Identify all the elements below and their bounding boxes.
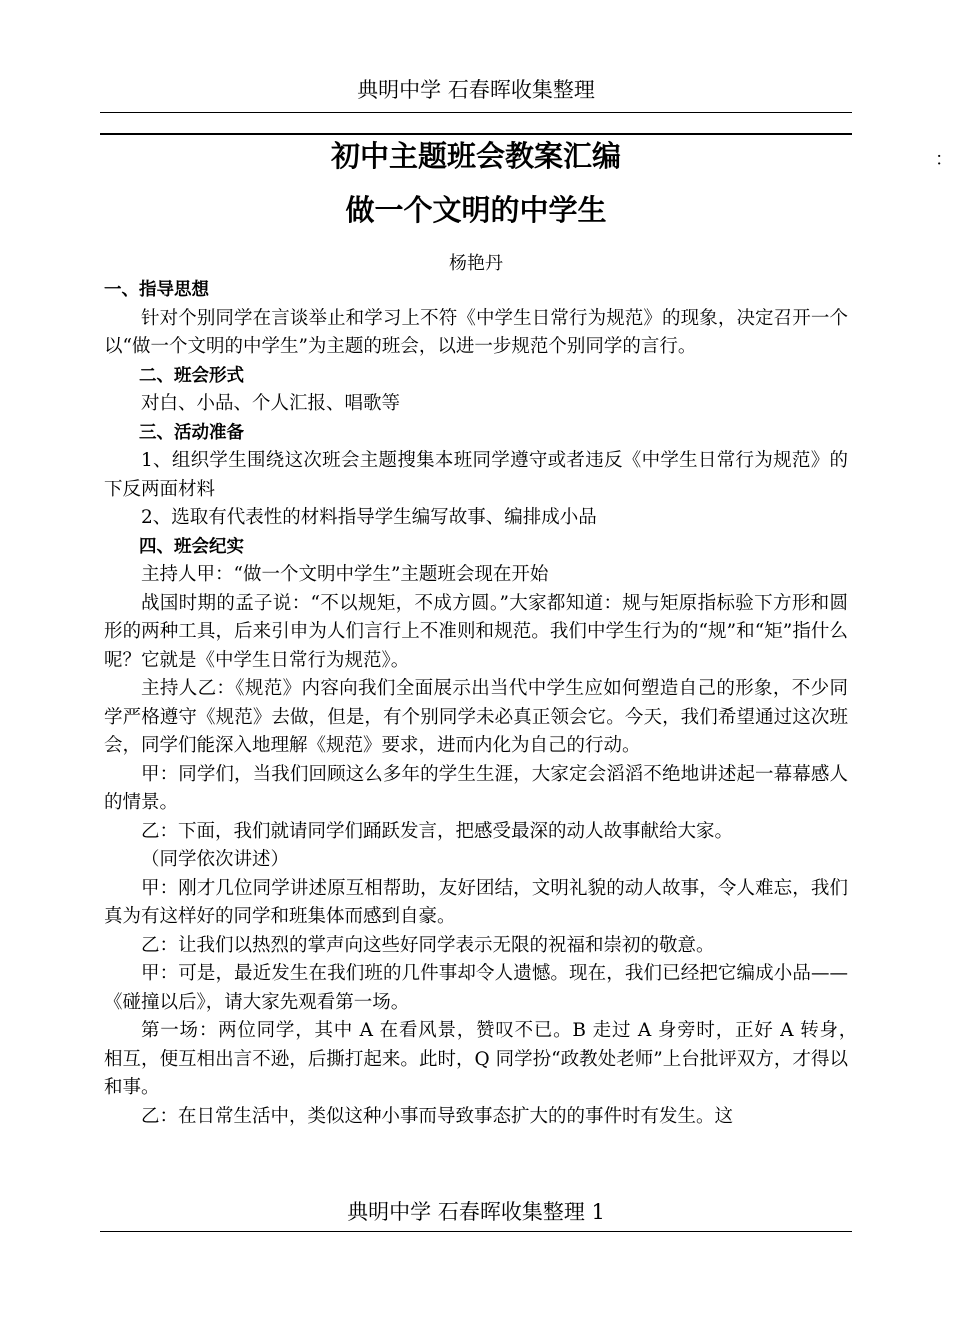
paragraph: 乙：下面，我们就请同学们踊跃发言，把感受最深的动人故事献给大家。: [141, 820, 734, 842]
paragraph: （同学依次讲述）: [141, 849, 290, 870]
paragraph: 甲：同学们，当我们回顾这么多年的学生生涯，大家定会滔滔不绝地讲述起一幕幕感人的情景。: [104, 763, 848, 813]
page-footer: 典明中学 石春晖收集整理 1: [347, 1200, 605, 1224]
paragraph: 战国时期的孟子说：“不以规矩，不成方圆。”大家都知道：规与矩原指标验下方形和圆形的两种工具，后来引申为人们言行上不准则和规范。我们中学生行为的“规”和“矩”指什么呢？它就是《中学生日常行为规范》。: [104, 592, 848, 671]
paragraph: 第一场：两位同学，其中 A 在看风景，赞叹不已。B 走过 A 身旁时，正好 A 转身， 相互，便互相出言不逊，后撕打起来。此时，Q 同学扮“政教处老师”上台批评双方，才得以和事。: [104, 1020, 886, 1098]
document-body: [104, 276, 886, 1131]
margin-mark: ：: [935, 149, 953, 170]
paragraph: 乙：让我们以热烈的掌声向这些好同学表示无限的祝福和崇初的敬意。: [141, 934, 715, 956]
paragraph: 1、组织学生围绕这次班会主题搜集本班同学遵守或者违反《中学生日常行为规范》的下反两面材料: [104, 450, 848, 500]
author-name: 杨艳丹: [449, 253, 503, 274]
paragraph: 2、选取有代表性的材料指导学生编写故事、编排成小品: [141, 507, 597, 528]
paragraph: 主持人甲：“做一个文明中学生”主题班会现在开始: [141, 564, 549, 585]
document-title: 初中主题班会教案汇编: [330, 139, 621, 173]
paragraph: 主持人乙：《规范》内容向我们全面展示出当代中学生应如何塑造自己的形象，不少同学严格遵守《规范》去做，但是，有个别同学未必真正领会它。今天，我们希望通过这次班会，同学们能深入地理解《规范》要求，进而内化为自己的行动。: [104, 678, 848, 756]
page-header: 典明中学 石春晖收集整理: [357, 78, 595, 102]
section-heading-2: 二、班会形式: [139, 365, 244, 386]
header-divider-bottom: [100, 133, 852, 135]
section-heading-3: 三、活动准备: [139, 422, 244, 443]
paragraph: 甲：可是，最近发生在我们班的几件事却令人遗憾。现在，我们已经把它编成小品——《碰撞以后》，请大家先观看第一场。: [104, 963, 848, 1013]
paragraph: 乙：在日常生活中，类似这种小事而导致事态扩大的的事件时有发生。这: [141, 1105, 734, 1127]
header-divider-top: [100, 112, 852, 113]
paragraph: 甲：刚才几位同学讲述原互相帮助，友好团结，文明礼貌的动人故事，令人难忘，我们真为有这样好的同学和班集体而感到自豪。: [104, 877, 848, 927]
document-subtitle: 做一个文明的中学生: [345, 193, 607, 227]
footer-divider: [100, 1231, 852, 1232]
section-heading-4: 四、班会纪实: [139, 536, 244, 557]
section-heading-1: 一、指导思想: [104, 280, 209, 300]
paragraph: 对白、小品、个人汇报、唱歌等: [141, 393, 401, 414]
paragraph: 针对个别同学在言谈举止和学习上不符《中学生日常行为规范》的现象，决定召开一个以“做一个文明的中学生”为主题的班会，以进一步规范个别同学的言行。: [104, 307, 848, 357]
